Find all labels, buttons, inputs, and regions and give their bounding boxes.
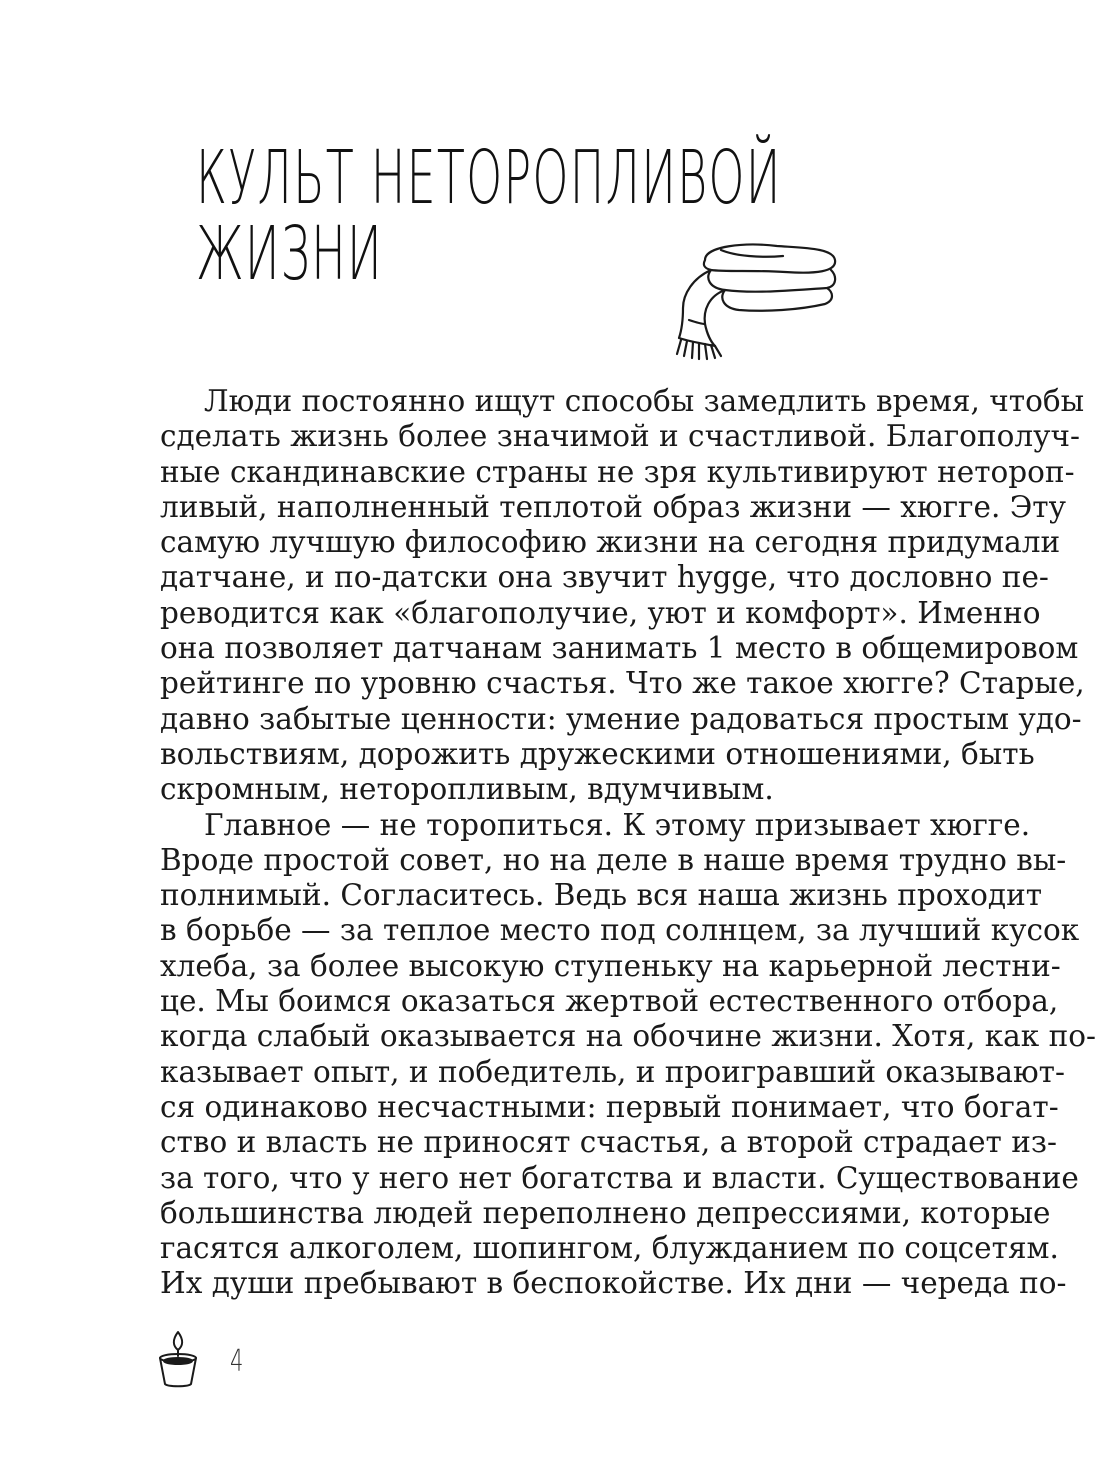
paragraph-line: ство и власть не приносят счастья, а второй страдает из-: [160, 1125, 1057, 1160]
paragraph-line: реводится как «благополучие, уют и комфорт». Именно: [160, 595, 1041, 630]
page-number: 4: [230, 1344, 244, 1379]
paragraph-line: когда слабый оказывается на обочине жизни. Хотя, как по-: [160, 1019, 1096, 1054]
paragraph-line: ливый, наполненный теплотой образ жизни — хюгге. Эту: [160, 489, 1066, 524]
chapter-title-line-2: ЖИЗНИ: [196, 211, 383, 297]
paragraph-line: она позволяет датчанам занимать 1 место в общемировом: [160, 631, 1079, 666]
paragraph-line: самую лучшую философию жизни на сегодня придумали: [160, 525, 1061, 560]
paragraph-line: скромным, неторопливым, вдумчивым.: [160, 772, 774, 807]
paragraph-line: хлеба, за более высокую ступеньку на карьерной лестни-: [160, 948, 1061, 983]
paragraph-line: ся одинаково несчастными: первый понимает, что богат-: [160, 1089, 1059, 1124]
paragraph-line: за того, что у него нет богатства и власти. Существование: [160, 1160, 1079, 1195]
paragraph-line: казывает опыт, и победитель, и проигравший оказывают-: [160, 1054, 1065, 1089]
paragraph-line: вольствиям, дорожить дружескими отношениями, быть: [160, 736, 1035, 771]
paragraph-line: Главное — не торопиться. К этому призывает хюгге.: [204, 807, 1031, 842]
chapter-title-line-1: КУЛЬТ НЕТОРОПЛИВОЙ: [196, 135, 782, 221]
paragraph-line: Вроде простой совет, но на деле в наше время трудно вы-: [160, 842, 1067, 877]
paragraph-line: в борьбе — за теплое место под солнцем, за лучший кусок: [160, 913, 1080, 948]
paragraph-line: Их души пребывают в беспокойстве. Их дни — череда по-: [160, 1266, 1067, 1301]
paragraph-line: рейтинге по уровню счастья. Что же такое хюгге? Старые,: [160, 666, 1085, 701]
paragraph-line: гасятся алкоголем, шопингом, блужданием по соцсетям.: [160, 1231, 1059, 1266]
body-text: [160, 384, 1096, 1302]
paragraph-line: полнимый. Согласитесь. Ведь вся наша жизнь проходит: [160, 878, 1043, 913]
paragraph-line: це. Мы боимся оказаться жертвой естественного отбора,: [160, 984, 1059, 1019]
paragraph-line: сделать жизнь более значимой и счастливой. Благополуч-: [160, 419, 1080, 454]
paragraph-line: ные скандинавские страны не зря культивируют нетороп-: [160, 454, 1075, 489]
scarf-icon: [665, 238, 845, 366]
paragraph-line: датчане, и по-датски она звучит hygge, что дословно пе-: [160, 560, 1049, 595]
candle-icon: [156, 1328, 200, 1390]
paragraph-line: давно забытые ценности: умение радоваться простым удо-: [160, 701, 1082, 736]
paragraph-line: большинства людей переполнено депрессиями, которые: [160, 1195, 1051, 1230]
paragraph-line: Люди постоянно ищут способы замедлить время, чтобы: [204, 384, 1085, 418]
